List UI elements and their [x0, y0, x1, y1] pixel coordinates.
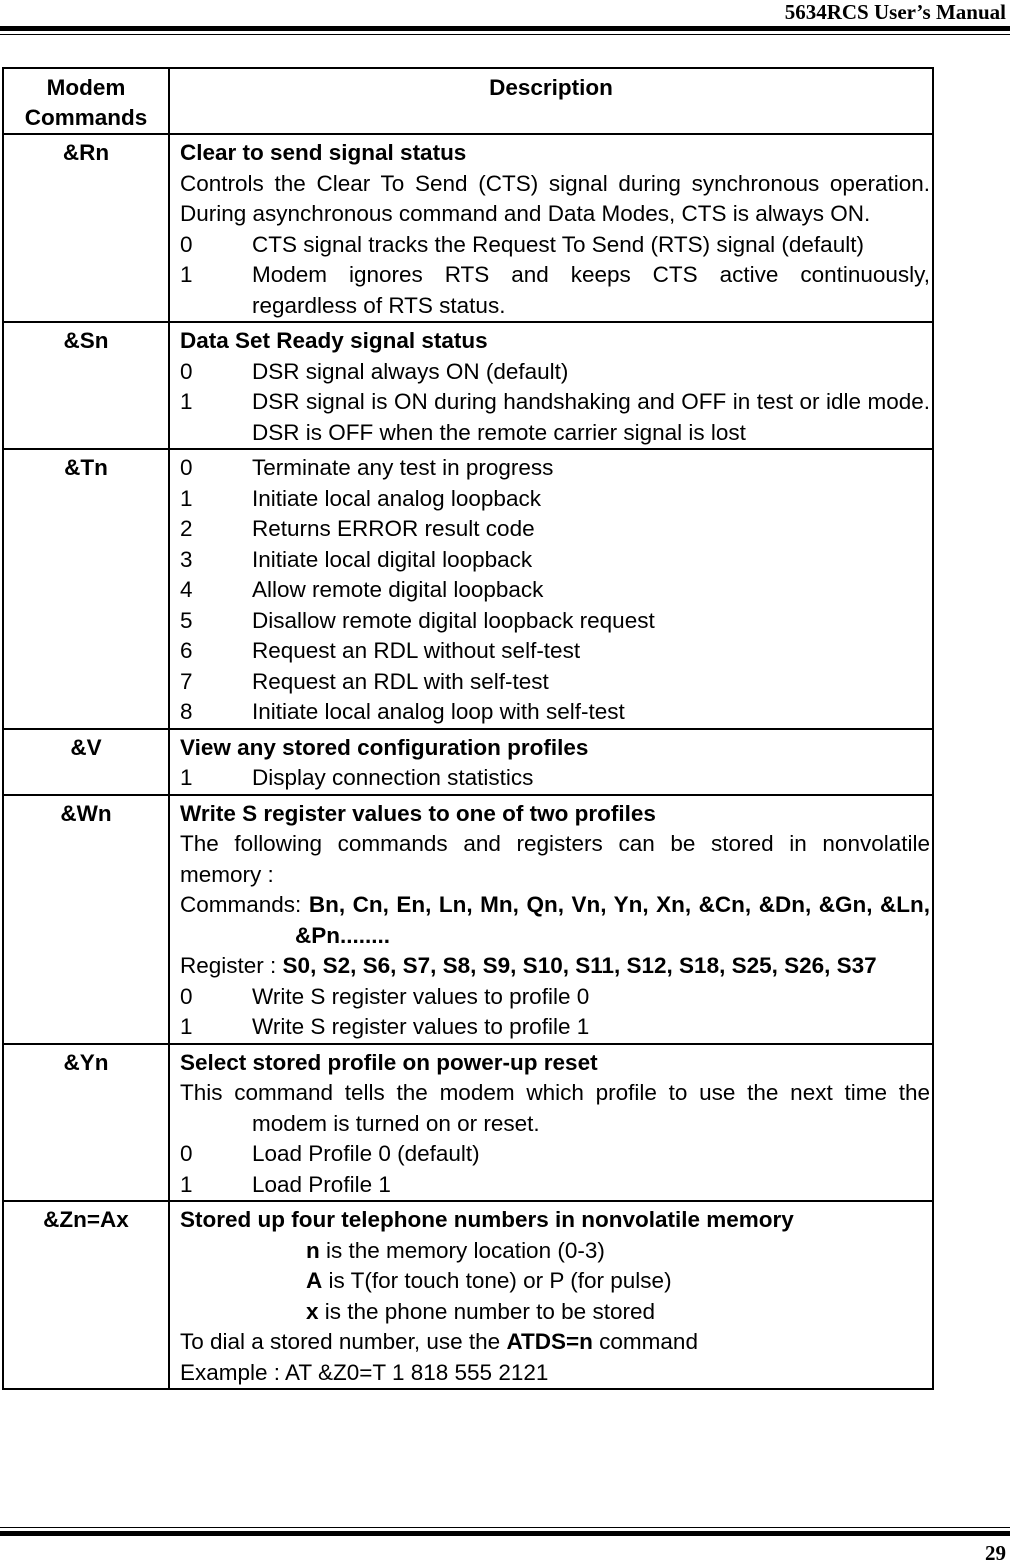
command-title: Stored up four telephone numbers in nonvolatile memory — [180, 1207, 794, 1232]
command-title: Write S register values to one of two profiles — [180, 800, 656, 826]
option-item — [180, 606, 930, 637]
option-text: Initiate local digital loopback — [252, 546, 533, 572]
command-desc: Controls the Clear To Send (CTS) signal during synchronous operation. During asynchronous command and Data Modes, CTS is always ON. — [180, 170, 930, 226]
command-description — [169, 1044, 933, 1202]
command-code: &Wn — [3, 795, 169, 1044]
variable-text: is T(for touch tone) or P (for pulse) — [322, 1268, 672, 1293]
option-item — [180, 484, 930, 515]
example-text: Example : AT &Z0=T 1 818 555 2121 — [180, 1359, 549, 1385]
option-item — [180, 260, 930, 321]
command-description — [169, 449, 933, 729]
table-row — [3, 134, 933, 322]
command-description — [169, 795, 933, 1044]
option-item — [180, 763, 930, 794]
option-text: DSR signal always ON (default) — [252, 358, 569, 384]
option-number: 0 — [180, 983, 193, 1009]
option-item — [180, 453, 930, 484]
variable-key: A — [306, 1268, 323, 1293]
option-number: 6 — [180, 638, 193, 663]
option-number: 3 — [180, 546, 193, 572]
command-title: Select stored profile on power-up reset — [180, 1049, 598, 1075]
variable-item — [180, 1266, 930, 1297]
option-number: 1 — [180, 262, 193, 287]
command-title: View any stored configuration profiles — [180, 734, 589, 760]
option-text: Initiate local analog loopback — [252, 485, 541, 511]
command-code: &V — [3, 729, 169, 795]
option-number: 1 — [180, 1014, 193, 1039]
footer-rule-thin — [0, 1527, 1010, 1528]
variable-key: n — [306, 1237, 320, 1263]
footer-rule — [0, 1531, 1010, 1536]
header-rule — [0, 26, 1010, 31]
table-row — [3, 729, 933, 795]
table-row — [3, 322, 933, 449]
command-code: &Tn — [3, 449, 169, 729]
option-item — [180, 514, 930, 545]
option-number: 1 — [180, 765, 193, 790]
option-item — [180, 545, 930, 576]
option-item — [180, 357, 930, 388]
command-description — [169, 1201, 933, 1389]
option-text: Modem ignores RTS and keeps CTS active continuously, regardless of RTS status. — [252, 262, 930, 318]
option-item — [180, 230, 930, 261]
modem-commands-table — [2, 67, 934, 1390]
command-code: &Yn — [3, 1044, 169, 1202]
command-description — [169, 134, 933, 322]
option-text: Write S register values to profile 0 — [252, 983, 590, 1009]
variable-key: x — [306, 1298, 319, 1324]
variable-item — [180, 1236, 930, 1267]
register-list: S0, S2, S6, S7, S8, S9, S10, S11, S12, S18, S25, S26, S37 — [282, 953, 877, 978]
variable-text: is the phone number to be stored — [318, 1298, 655, 1324]
table-row — [3, 795, 933, 1044]
column-header-commands: Modem Commands — [3, 68, 169, 134]
command-code: &Zn=Ax — [3, 1201, 169, 1389]
option-item — [180, 1139, 930, 1170]
option-text: Request an RDL without self-test — [252, 638, 581, 663]
option-text: Request an RDL with self-test — [252, 668, 549, 694]
command-desc: This command tells the modem which profile to use the next time the modem is turned on or reset. — [180, 1080, 930, 1136]
dial-command: ATDS=n — [506, 1329, 593, 1354]
option-number: 1 — [180, 1171, 193, 1197]
option-item — [180, 982, 930, 1013]
option-number: 2 — [180, 516, 193, 541]
option-item — [180, 636, 930, 667]
option-text: CTS signal tracks the Request To Send (RTS) signal (default) — [252, 231, 864, 257]
option-number: 7 — [180, 668, 193, 694]
command-desc: The following commands and registers can be stored in nonvolatile memory : — [180, 831, 930, 887]
option-text: DSR signal is ON during handshaking and OFF in test or idle mode. DSR is OFF when the remote carrier signal is lost — [252, 389, 930, 445]
option-number: 0 — [180, 1141, 193, 1166]
option-number: 4 — [180, 577, 193, 602]
storable-registers — [180, 951, 930, 982]
command-description — [169, 729, 933, 795]
commands-list: Bn, Cn, En, Ln, Mn, Qn, Vn, Yn, Xn, &Cn, &Dn, &Gn, &Ln, &Pn........ — [295, 892, 930, 948]
table-row — [3, 1044, 933, 1202]
running-header-title: 5634RCS User’s Manual — [784, 0, 1006, 24]
dial-prefix: To dial a stored number, use the — [180, 1329, 507, 1354]
option-number: 1 — [180, 389, 193, 414]
option-text: Terminate any test in progress — [252, 455, 554, 480]
option-number: 8 — [180, 699, 193, 724]
option-item — [180, 667, 930, 698]
option-text: Load Profile 0 (default) — [252, 1141, 480, 1166]
option-number: 0 — [180, 358, 193, 384]
command-title: Data Set Ready signal status — [180, 328, 488, 353]
header-rule-thin — [0, 34, 1010, 35]
command-code: &Sn — [3, 322, 169, 449]
option-item — [180, 697, 930, 728]
dial-suffix: command — [592, 1329, 698, 1354]
option-item — [180, 1170, 930, 1201]
storable-commands — [180, 890, 930, 951]
option-item — [180, 575, 930, 606]
option-text: Initiate local analog loop with self-test — [252, 699, 625, 724]
variable-item — [180, 1297, 930, 1328]
table-row — [3, 1201, 933, 1389]
command-title: Clear to send signal status — [180, 140, 467, 165]
dial-instruction — [180, 1327, 930, 1358]
option-text: Display connection statistics — [252, 765, 534, 790]
variable-text: is the memory location (0-3) — [319, 1237, 605, 1263]
commands-label: Commands: — [180, 892, 309, 917]
option-text: Load Profile 1 — [252, 1171, 391, 1197]
command-description — [169, 322, 933, 449]
option-text: Disallow remote digital loopback request — [252, 607, 655, 633]
option-item — [180, 387, 930, 448]
option-number: 1 — [180, 485, 193, 511]
option-text: Write S register values to profile 1 — [252, 1014, 590, 1039]
option-number: 0 — [180, 231, 193, 257]
column-header-description: Description — [169, 68, 933, 134]
register-label: Register : — [180, 953, 283, 978]
page-number: 29 — [985, 1541, 1006, 1565]
option-text: Returns ERROR result code — [252, 516, 535, 541]
option-number: 0 — [180, 455, 193, 480]
table-header-row — [3, 68, 933, 134]
option-number: 5 — [180, 607, 193, 633]
option-item — [180, 1012, 930, 1043]
command-code: &Rn — [3, 134, 169, 322]
table-row — [3, 449, 933, 729]
option-text: Allow remote digital loopback — [252, 577, 544, 602]
